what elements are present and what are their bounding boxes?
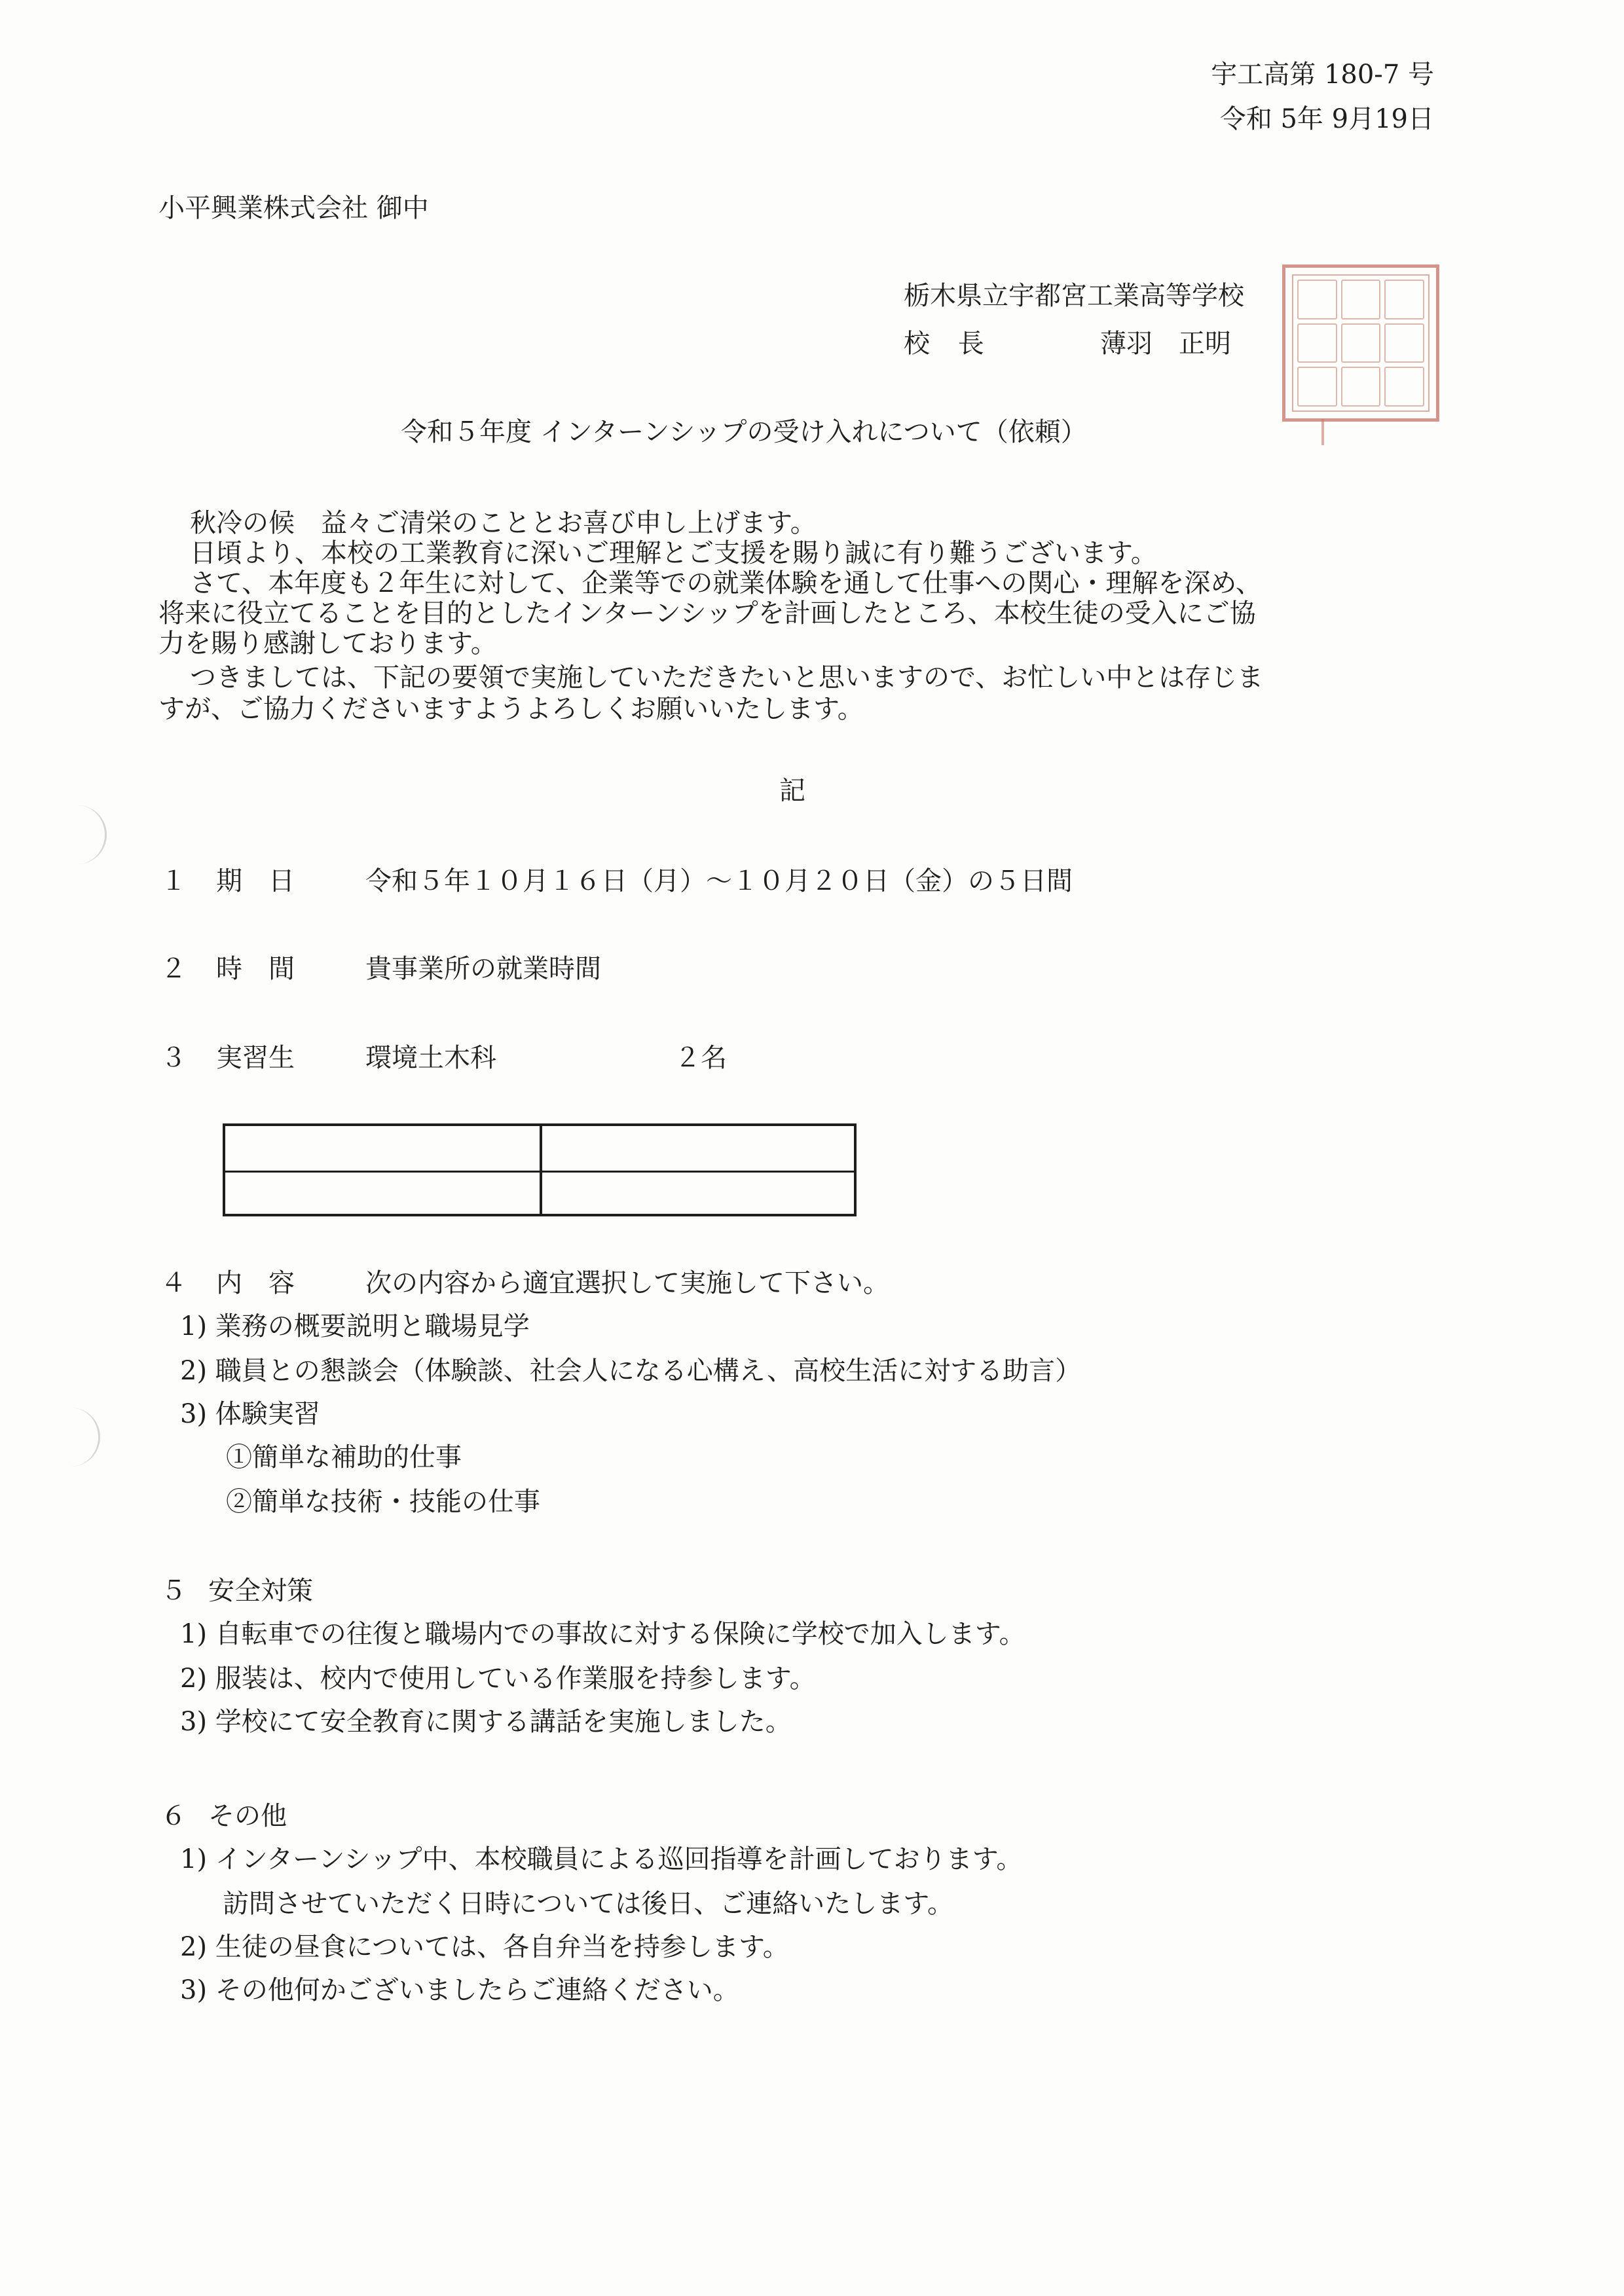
other-list-item: 訪問させていただく日時については後日、ご連絡いたします。	[223, 1889, 953, 1919]
content-sub-item: ②簡単な技術・技能の仕事	[226, 1487, 540, 1517]
item-label-period: 期 日	[216, 866, 295, 896]
item-number: ２	[160, 954, 187, 984]
official-seal	[1282, 264, 1439, 422]
content-sub-item: ①簡単な補助的仕事	[226, 1442, 462, 1472]
item-label-time: 時 間	[216, 954, 295, 984]
body-line: すが、ご協力くださいますようよろしくお願いいたします。	[158, 694, 864, 724]
item-number: ４	[160, 1268, 187, 1298]
item-number: ６	[160, 1801, 187, 1831]
subject-title: 令和５年度 インターンシップの受け入れについて（依頼）	[401, 417, 1087, 447]
document-date: 令和 5年 9月19日	[1219, 104, 1434, 134]
item-number: ３	[160, 1043, 187, 1073]
safety-list-item: 2) 服装は、校内で使用している作業服を持参します。	[180, 1664, 816, 1694]
document-number: 宇工高第 180-7 号	[1211, 60, 1434, 90]
recipient: 小平興業株式会社 御中	[158, 193, 429, 223]
item-number: ５	[160, 1576, 187, 1606]
punch-hole-mark	[65, 805, 107, 864]
body-line: 将来に役立てることを目的としたインターンシップを計画したところ、本校生徒の受入にご協	[158, 598, 1256, 629]
punch-hole-mark	[59, 1408, 100, 1467]
trainee-count: ２名	[674, 1043, 727, 1073]
other-list-item: 3) その他何かございましたらご連絡ください。	[180, 1975, 739, 2005]
body-line: つきましては、下記の要領で実施していただきたいと思いますので、お忙しい中とは存じま	[190, 663, 1264, 693]
item-number: １	[160, 866, 187, 896]
sender-title: 校 長	[904, 329, 984, 359]
trainee-name-table	[223, 1123, 857, 1216]
item-label-other: その他	[208, 1801, 287, 1831]
body-line: 秋冷の候 益々ご清栄のこととお喜び申し上げます。	[190, 508, 817, 538]
sender-school: 栃木県立宇都宮工業高等学校	[904, 281, 1244, 311]
body-line: 力を賜り感謝しております。	[158, 629, 497, 659]
safety-list-item: 1) 自転車での往復と職場内での事故に対する保険に学校で加入します。	[180, 1619, 1025, 1649]
content-list-item: 2) 職員との懇談会（体験談、社会人になる心構え、高校生活に対する助言）	[180, 1356, 1082, 1386]
content-list-item: 1) 業務の概要説明と職場見学	[180, 1311, 530, 1341]
body-line: 日頃より、本校の工業教育に深いご理解とご支援を賜り誠に有り難うございます。	[190, 538, 1157, 568]
item-value-period: 令和５年１０月１６日（月）～１０月２０日（金）の５日間	[365, 866, 1073, 896]
safety-list-item: 3) 学校にて安全教育に関する講話を実施しました。	[180, 1707, 792, 1737]
content-list-item: 3) 体験実習	[180, 1399, 320, 1429]
item-label-safety: 安全対策	[208, 1576, 313, 1606]
item-value-content: 次の内容から適宜選択して実施して下さい。	[365, 1268, 889, 1298]
trainee-department: 環境土木科	[365, 1043, 496, 1073]
ki-heading: 記	[779, 776, 805, 806]
item-label-content: 内 容	[216, 1268, 295, 1298]
item-label-trainees: 実習生	[216, 1043, 295, 1073]
other-list-item: 1) インターンシップ中、本校職員による巡回指導を計画しております。	[180, 1844, 1023, 1874]
body-line: さて、本年度も２年生に対して、企業等での就業体験を通して仕事への関心・理解を深め、	[190, 568, 1262, 598]
seal-mark	[1321, 419, 1324, 445]
item-value-time: 貴事業所の就業時間	[365, 954, 601, 984]
other-list-item: 2) 生徒の昼食については、各自弁当を持参します。	[180, 1932, 789, 1962]
sender-name: 薄羽 正明	[1100, 329, 1231, 359]
